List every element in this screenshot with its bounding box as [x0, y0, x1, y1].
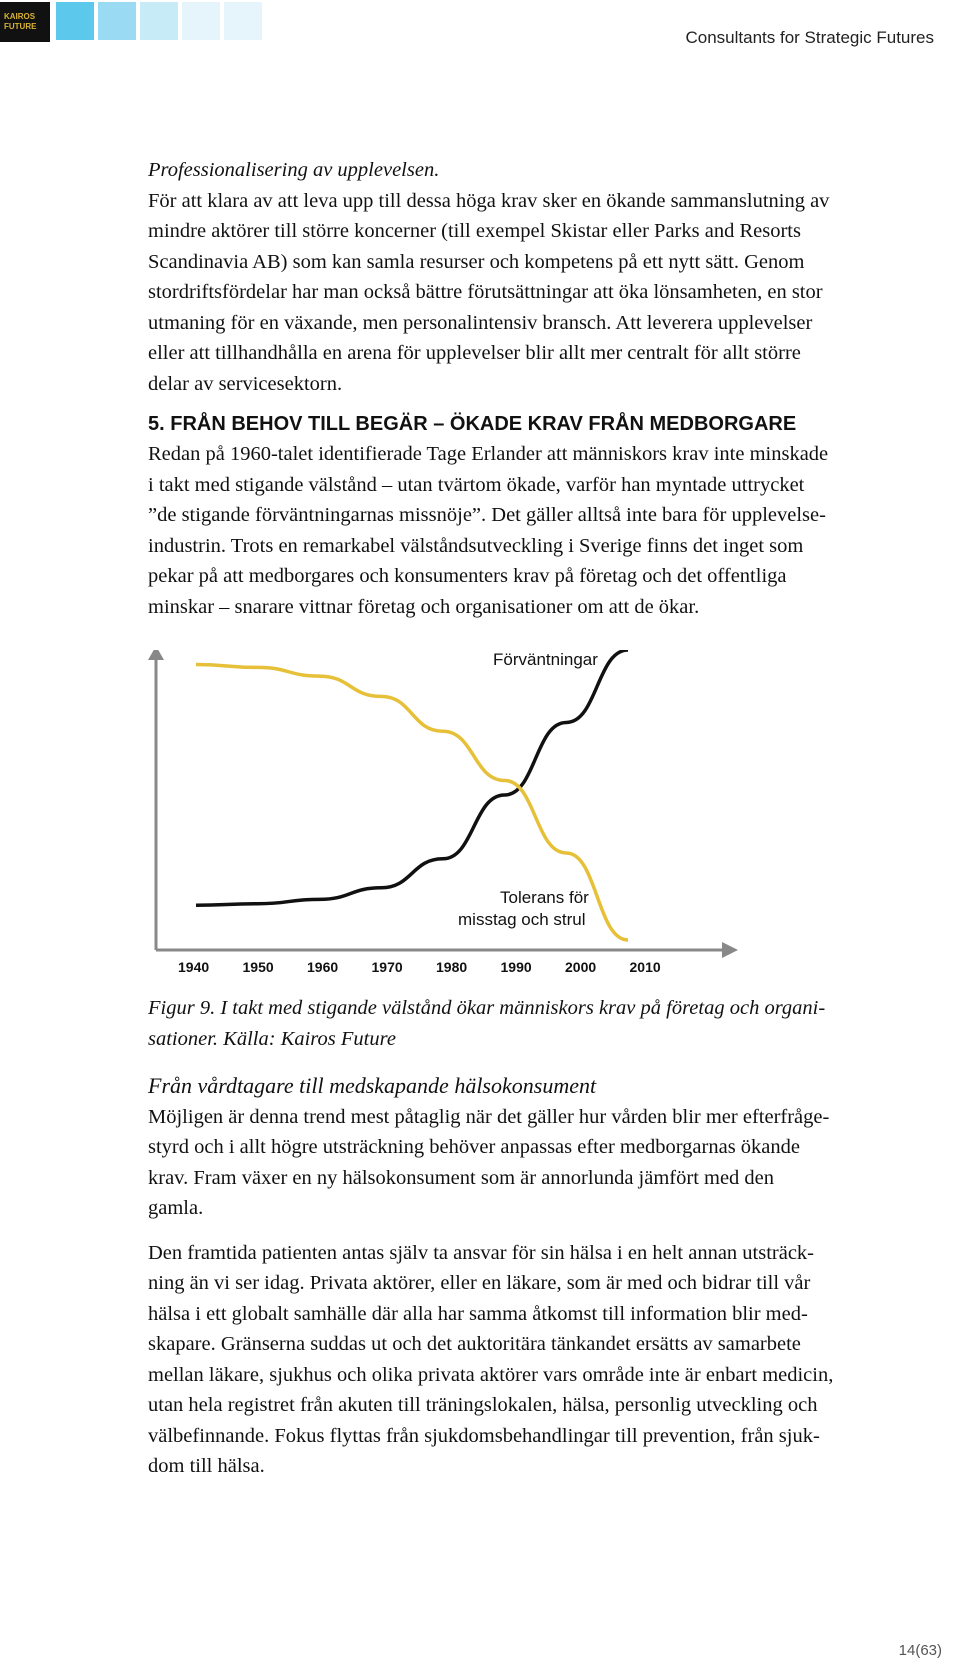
line: Möjligen är denna trend mest påtaglig när det gäller hur vården blir mer efterfråge- — [148, 1105, 830, 1128]
line: ”de stigande förväntningarnas missnöje”. Det gäller alltså inte bara för upplevelse- — [148, 504, 826, 526]
line: ning än vi ser idag. Privata aktörer, eller en läkare, som är med och bidrar till vår — [148, 1272, 811, 1294]
logo-line-2: FUTURE — [4, 22, 37, 31]
x-tick-labels — [178, 959, 661, 975]
logo-line-1: KAIROS — [4, 12, 36, 21]
line: krav. Fram växer en ny hälsokonsument som är annorlunda jämfört med den — [148, 1166, 775, 1189]
line: För att klara av att leva upp till dessa höga krav sker en ökande sammanslutning av — [148, 189, 830, 212]
label-forvantningar: Förväntningar — [493, 650, 598, 669]
x-tick-label: 1970 — [371, 959, 403, 975]
label-tolerans-1: Tolerans för — [500, 888, 589, 907]
x-tick-label: 1980 — [436, 959, 468, 975]
header-square-5 — [224, 2, 262, 40]
line: dom till hälsa. — [148, 1455, 265, 1477]
series-line-forvantningar — [196, 650, 628, 905]
section-heading: Från vårdtagare till medskapande hälsokonsument — [148, 1073, 597, 1098]
line: mindre aktörer till större koncerner (till exempel Skistar eller Parks and Resorts — [148, 220, 801, 242]
label-tolerans-2: misstag och strul — [458, 910, 586, 929]
kairos-future-logo — [0, 2, 50, 42]
page-header — [0, 0, 960, 50]
y-axis-arrow — [148, 650, 164, 660]
section-5 — [148, 409, 948, 622]
line: skapare. Gränserna suddas ut och det auktoritära tänkandet ersätts av samarbete — [148, 1333, 801, 1355]
line: Redan på 1960-talet identifierade Tage Erlander att människors krav inte minskade — [148, 443, 829, 465]
header-square-2 — [98, 2, 136, 40]
line: välbefinnande. Fokus flyttas från sjukdomsbehandlingar till prevention, från sjuk- — [148, 1424, 820, 1447]
x-tick-label: 2010 — [629, 959, 661, 975]
x-axis-arrow — [722, 942, 738, 958]
line: hälsa i ett globalt samhälle där alla har samma åtkomst till information blir med- — [148, 1302, 808, 1325]
x-tick-label: 1950 — [242, 959, 274, 975]
figure-caption — [148, 993, 948, 1054]
section-halsokonsument — [148, 1071, 948, 1482]
line: utmaning för en växande, men personalintensiv bransch. Att leverera upplevelser — [148, 311, 813, 334]
header-square-1 — [56, 2, 94, 40]
line: Scandinavia AB) som kan samla resurser och kompetens på ett nytt sätt. Genom — [148, 250, 805, 273]
line: Den framtida patienten antas själv ta ansvar för sin hälsa i en helt annan utsträck- — [148, 1241, 815, 1264]
line: delar av servicesektorn. — [148, 372, 343, 395]
line: pekar på att medborgares och konsumenters krav på företag och det offentliga — [148, 565, 787, 587]
x-tick-label: 2000 — [565, 959, 597, 975]
line: minskar – snarare vittnar företag och organisationer om att de ökar. — [148, 595, 700, 618]
section-heading: Professionalisering av upplevelsen. — [148, 159, 440, 181]
line: styrd och i allt högre utsträckning behöver anpassas efter medborgarnas ökande — [148, 1136, 800, 1158]
section-heading: 5. FRÅN BEHOV TILL BEGÄR – ÖKADE KRAV FRÅN MEDBORGARE — [148, 413, 797, 435]
line: gamla. — [148, 1197, 204, 1219]
line: mellan läkare, sjukhus och olika privata aktörer vars område inte är enbart medicin, — [148, 1363, 834, 1386]
x-tick-label: 1990 — [500, 959, 532, 975]
caption-line: sationer. Källa: Kairos Future — [148, 1027, 396, 1050]
header-tagline: Consultants for Strategic Futures — [685, 28, 934, 47]
x-tick-label: 1960 — [307, 959, 339, 975]
line: industrin. Trots en remarkabel välståndsutveckling i Sverige finns det inget som — [148, 534, 804, 557]
line: i takt med stigande välstånd – utan tvärtom ökade, varför han myntade uttrycket — [148, 473, 805, 496]
figure-9-chart — [148, 650, 768, 1040]
caption-line: Figur 9. I takt med stigande välstånd ökar människors krav på företag och organi- — [148, 997, 826, 1019]
header-square-3 — [140, 2, 178, 40]
line: utan hela registret från akuten till träningslokalen, hälsa, personlig utveckling och — [148, 1394, 818, 1416]
line: stordriftsfördelar har man också bättre förutsättningar att öka lönsamheten, en stor — [148, 281, 823, 303]
x-tick-label: 1940 — [178, 959, 210, 975]
section-professionalisering — [148, 155, 948, 399]
header-square-4 — [182, 2, 220, 40]
page-number: 14(63) — [898, 1642, 942, 1659]
line: eller att tillhandhålla en arena för upplevelser blir allt mer centralt för allt större — [148, 342, 801, 364]
